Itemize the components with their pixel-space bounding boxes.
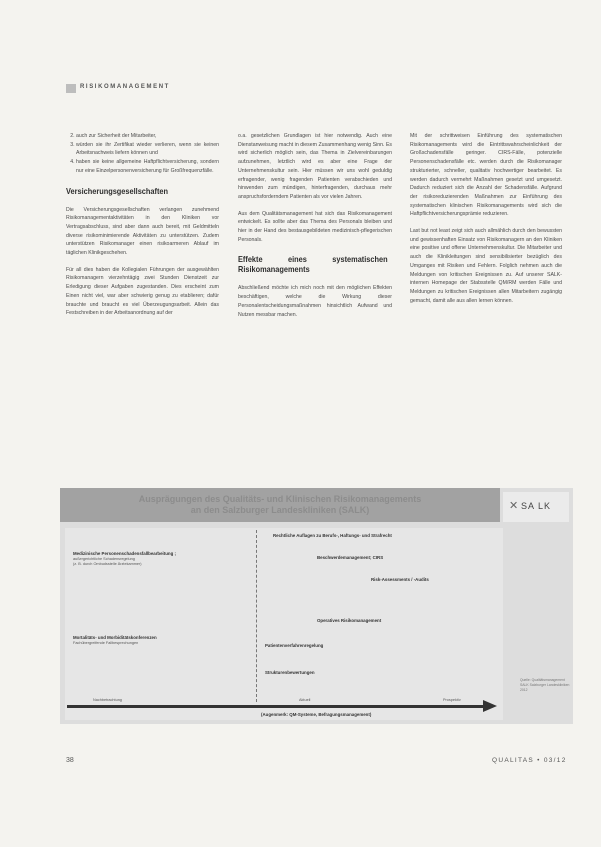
section-marker [66,84,76,93]
paragraph: Für all dies haben die Kollegialen Führungen der ausgewählten Risikomanagern vierzehntägig zwei Stunden Dienstzeit zur Erledigung dieser Aufgaben zugestanden. Dies erscheint zum Einen nicht viel, war aber schwierig genug zu etablieren; dafür brauchte und braucht es viel Überzeugungsarbeit. Allein das Festschreiben in der Arbeitsanordnung auf der [66,266,219,317]
label-left2b: Fachübergreifende Fallbesprechungen [73,641,139,645]
divider-line [256,530,257,702]
page-number: 38 [66,757,74,764]
arrow-right-icon [483,700,497,712]
salk-logo [503,492,569,522]
figure-title-line: an den Salzburger Landeskliniken (SALK) [190,505,370,515]
section-title: RISIKOMANAGEMENT [80,84,170,90]
figure-source: Quelle: Qualitätsmanagement SALK Salzburger Landeskliniken 2012 [520,678,570,692]
label-left2: Mortalitäts- und Morbiditätskonferenzen [73,635,157,640]
list-item: 3. würden sie ihr Zertifikat wieder verlieren, wenn sie keinen Arbeitsnachweis liefern können und [76,141,219,158]
logo-text: SA LK [521,501,552,511]
paragraph: Abschließend möchte ich mich noch mit den möglichen Effekten beschäftigen, welche die Wirkung dieser Personalentscheidungsmaßnahmen hinsichtlich Aufwand und Nutzen messbar machen. [238,285,392,318]
paragraph: Aus dem Qualitätsmanagement hat sich das Risikomanagement entwickelt. Es sollte aber das Thema des Personals bleiben und hier in der Hand des bestausgebildeten medizinisch-pflegerischen Personals. [238,210,392,243]
label-audits: Risk-Assessments / -Audits [371,577,429,582]
paragraph: Last but not least zeigt sich auch allmählich durch den bewussten und gewissenhaften Einsatz von Risikomanagern an den Kliniken eine positive und offene Unternehmenskultur. Die Mitarbeiter und auch die Klinikleitungen sind sensibilisierter bezüglich des Umganges mit Risiken und Fehlern. Folglich nehmen auch die Meldungen von kritischen Ereignissen zu. Auf unserer SALK-internen Homepage der Stabsstelle QM/RM werden Fälle und Meldungen zu kritischen Ereignissen allen Mitarbeitern zugängig gemacht, damit alle aus allen lernen können. [410,228,562,304]
label-operativ: Operatives Risikomanagement [317,618,382,623]
axis-left: Nachbetrachtung [93,698,122,702]
list-item: 2. auch zur Sicherheit der Mitarbeiter, [76,132,219,141]
label-struct: Strukturenbewertungen [265,670,315,675]
heading-versicherung: Versicherungsgesellschaften [66,185,168,196]
label-bottom: (Augenmerk: QM-Systeme, Befragungsmanagement) [261,712,372,717]
heading-effekte: Effekte eines systematischen Risikomanagements [238,254,388,275]
column-1 [66,132,219,326]
paragraph: Die Versicherungsgesellschaften verlangen zunehmend Risikomanagementaktivitäten in den Kliniken vor Vertragsabschluss, sind aber dann auch bereit, mit Geldmitteln diverse risikominimierende Aktivitäten zu unterstützen. Zudem unterstützen Risikomanager einen risikoarmeren Ablauf im täglichen Klinikgeschehen. [66,206,219,257]
label-legal: Rechtliche Auflagen zu Berufs-, Haftungs- und Strafrecht [273,533,392,538]
axis-right: Prospektiv [443,698,461,702]
list [66,132,219,176]
column-2 [238,132,392,327]
axis-mid: Aktuell [299,698,311,702]
diagram [65,528,503,720]
label-left1b: außergerichtliche Schadensregelung [73,557,135,561]
magazine-footer: QUALITAS • 03/12 [492,757,567,764]
column-3 [410,132,562,313]
label-left1: Medizinische Personenschadensfallbearbeitung ; [73,551,176,556]
label-patient: Patientenverfahrenregelung [265,643,324,648]
logo-icon: ✕ [509,500,519,512]
figure-banner [60,488,500,522]
list-item: 4. haben sie keine allgemeine Haftpflichtversicherung, sondern nur eine Einzelpersonenversicherung für Großfrequenzfälle. [76,158,219,175]
paragraph: o.a. gesetzlichen Grundlagen ist hier notwendig. Auch eine Dienstanweisung macht in diesem Zusammenhang wenig Sinn. Es wird sicherlich möglich sein, das Thema in Zielvereinbarungen aufzunehmen, letztlich wird es aber eine Frage der Unternehmenskultur sein. Hier müssen wir uns wohl geduldig erfragender, wenig fragenden Patienten verabschieden und hinwenden zum mündigen, hinterfragenden, durchaus mehr anspruchsforderndem Patienten als vor vielen Jahren. [238,133,392,200]
label-left1c: (z. B. durch Ombudsstelle Ärztekammer) [73,562,142,566]
time-axis [67,705,485,708]
paragraph: Mit der schrittweisen Einführung des systematischen Risikomanagements wird die Eintrittswahrscheinlichkeit der Großschadensfälle geringer. CIRS-Fälle, potenzielle Personenschadensfälle etc. werden durch die Risikomanager strukturierter, schneller, qualitativ hochwertiger bearbeitet. Es werden dadurch vermehrt Maßnahmen gesetzt und umgesetzt. Dadurch reduziert sich die Anzahl der Schadensfälle. Aufgrund der risikoreduzierenden Maßnahmen zur Einführung des systematischen klinischen Risikomanagements wird sich die Haftpflichtversicherungsprämie reduzieren. [410,133,562,218]
label-cirs: Beschwerdemanagement; CIRS [317,555,384,560]
figure-title-line: Ausprägungen des Qualitäts- und Klinischen Risikomanagements [138,494,422,504]
figure [60,488,573,724]
figure-title [60,488,500,516]
